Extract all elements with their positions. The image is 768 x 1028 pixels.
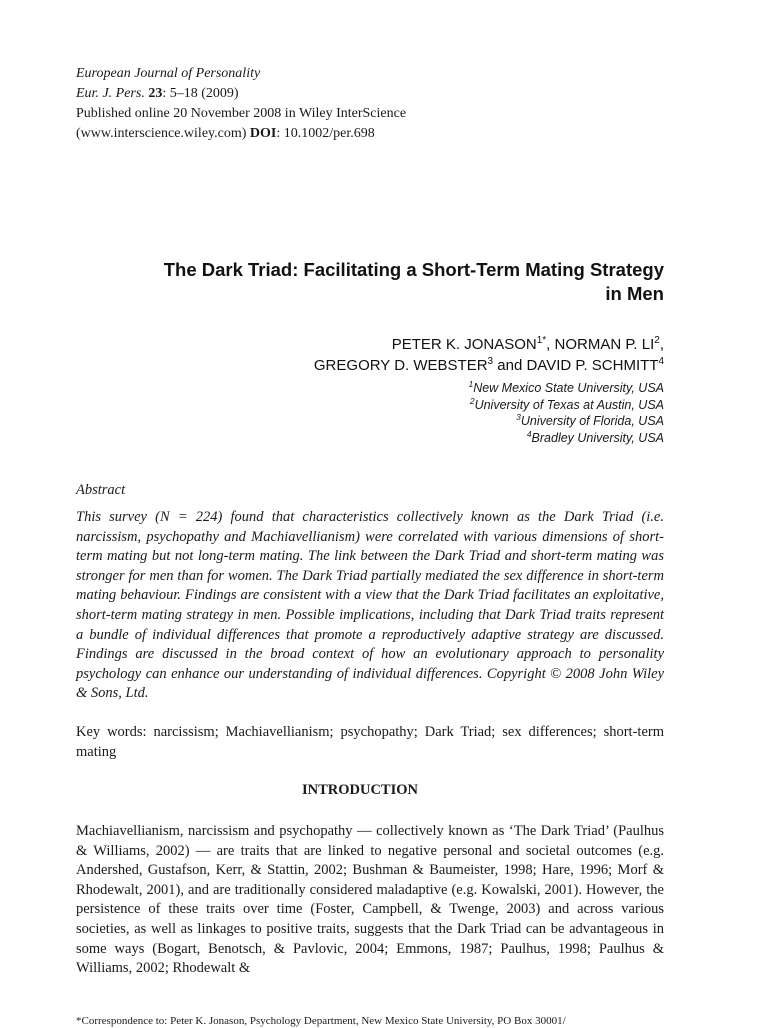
author-webster: GREGORY D. WEBSTER — [313, 357, 488, 374]
affiliation-2-text: University of Texas at Austin, USA — [474, 397, 664, 412]
journal-volume: 23 — [148, 86, 163, 101]
author-li-sup: 2 — [654, 335, 660, 346]
author-schmitt: and DAVID P. SCHMITT — [493, 357, 659, 374]
affiliation-4-text: Bradley University, USA — [531, 430, 664, 445]
affiliation-1 — [76, 380, 664, 397]
affiliation-2 — [76, 397, 664, 414]
author-line-2 — [76, 355, 664, 376]
affiliation-4-sup: 4 — [526, 428, 532, 439]
publish-info: Published online 20 November 2008 in Wiley InterScience — [76, 106, 407, 121]
author-line-1 — [76, 334, 664, 355]
publisher-url[interactable]: (www.interscience.wiley.com) — [76, 126, 247, 141]
title-line-1: The Dark Triad: Facilitating a Short-Term Mating Strategy — [163, 259, 664, 280]
doi-line — [76, 124, 406, 144]
affiliation-4 — [76, 430, 664, 447]
author-schmitt-sup: 4 — [658, 356, 664, 367]
introduction-heading: INTRODUCTION — [301, 782, 418, 798]
introduction-text: Machiavellianism, narcissism and psychopathy — collectively known as ‘The Dark Triad’ (Paulhus & Williams, 2002) — are traits that are linked to negative personal and societal outcomes (e.g. Andershed, Gustafson, Kerr, & Stattin, 2002; Bushman & Baumeister, 1998; Hare, 1996; Morf & Rhodewalt, 2001), and are traditionally considered maladaptive (e.g. Kowalski, 2001). However, the persistence of these traits over time (Foster, Campbell, & Twenge, 2003) and across various societies, as well as linkages to positive traits, suggests that the Dark Triad can be advantageous in some ways (Bogart, Benotsch, & Pavlovic, 2004; Emmons, 1987; Paulhus, 1998; Paulhus & Williams, 2002; Rhodewalt & — [76, 823, 664, 977]
correspondence-footnote: *Correspondence to: Peter K. Jonason, Psychology Department, New Mexico State University, PO Box 30001/ — [76, 1015, 566, 1027]
affiliation-1-sup: 1 — [468, 378, 474, 389]
abstract-heading: Abstract — [76, 482, 126, 498]
journal-name: European Journal of Personality — [76, 66, 261, 81]
journal-abbr: Eur. J. Pers. — [76, 86, 145, 101]
doi-value[interactable]: : 10.1002/per.698 — [276, 126, 375, 141]
affiliation-list — [76, 380, 664, 446]
journal-header — [76, 64, 406, 144]
doi-label: DOI — [249, 126, 277, 141]
author-jonason: PETER K. JONASON — [391, 336, 537, 353]
title-line-2: in Men — [605, 283, 664, 304]
journal-pages: : 5–18 (2009) — [162, 86, 239, 101]
keywords: Key words: narcissism; Machiavellianism; psychopathy; Dark Triad; sex differences; short-term mating — [76, 724, 664, 760]
author-list — [76, 334, 664, 376]
affiliation-2-sup: 2 — [469, 395, 475, 406]
author-li-comma: , — [659, 336, 664, 353]
author-li: , NORMAN P. LI — [546, 336, 655, 353]
affiliation-3-sup: 3 — [516, 411, 521, 422]
author-jonason-sup: 1* — [536, 335, 547, 346]
paper-title — [76, 258, 664, 306]
affiliation-3 — [76, 413, 664, 430]
affiliation-1-text: New Mexico State University, USA — [473, 381, 664, 395]
author-webster-sup: 3 — [487, 356, 494, 367]
affiliation-3-text: University of Florida, USA — [520, 414, 664, 428]
abstract-text: This survey (N = 224) found that characteristics collectively known as the Dark Triad (i.e. narcissism, psychopathy and Machiavellianism) were correlated with various dimensions of short-term mating but not long-term mating. The link between the Dark Triad and short-term mating was stronger for men than for women. The Dark Triad partially mediated the sex difference in short-term mating behaviour. Findings are consistent with a view that the Dark Triad facilitates an exploitative, short-term mating strategy in men. Possible implications, including that Dark Triad traits represent a bundle of individual differences that promote a reproductively adaptive strategy are discussed. Findings are discussed in the broad context of how an evolutionary approach to personality psychology can enhance our understanding of individual differences. Copyright © 2008 John Wiley & Sons, Ltd. — [76, 509, 664, 702]
journal-citation — [76, 84, 406, 104]
